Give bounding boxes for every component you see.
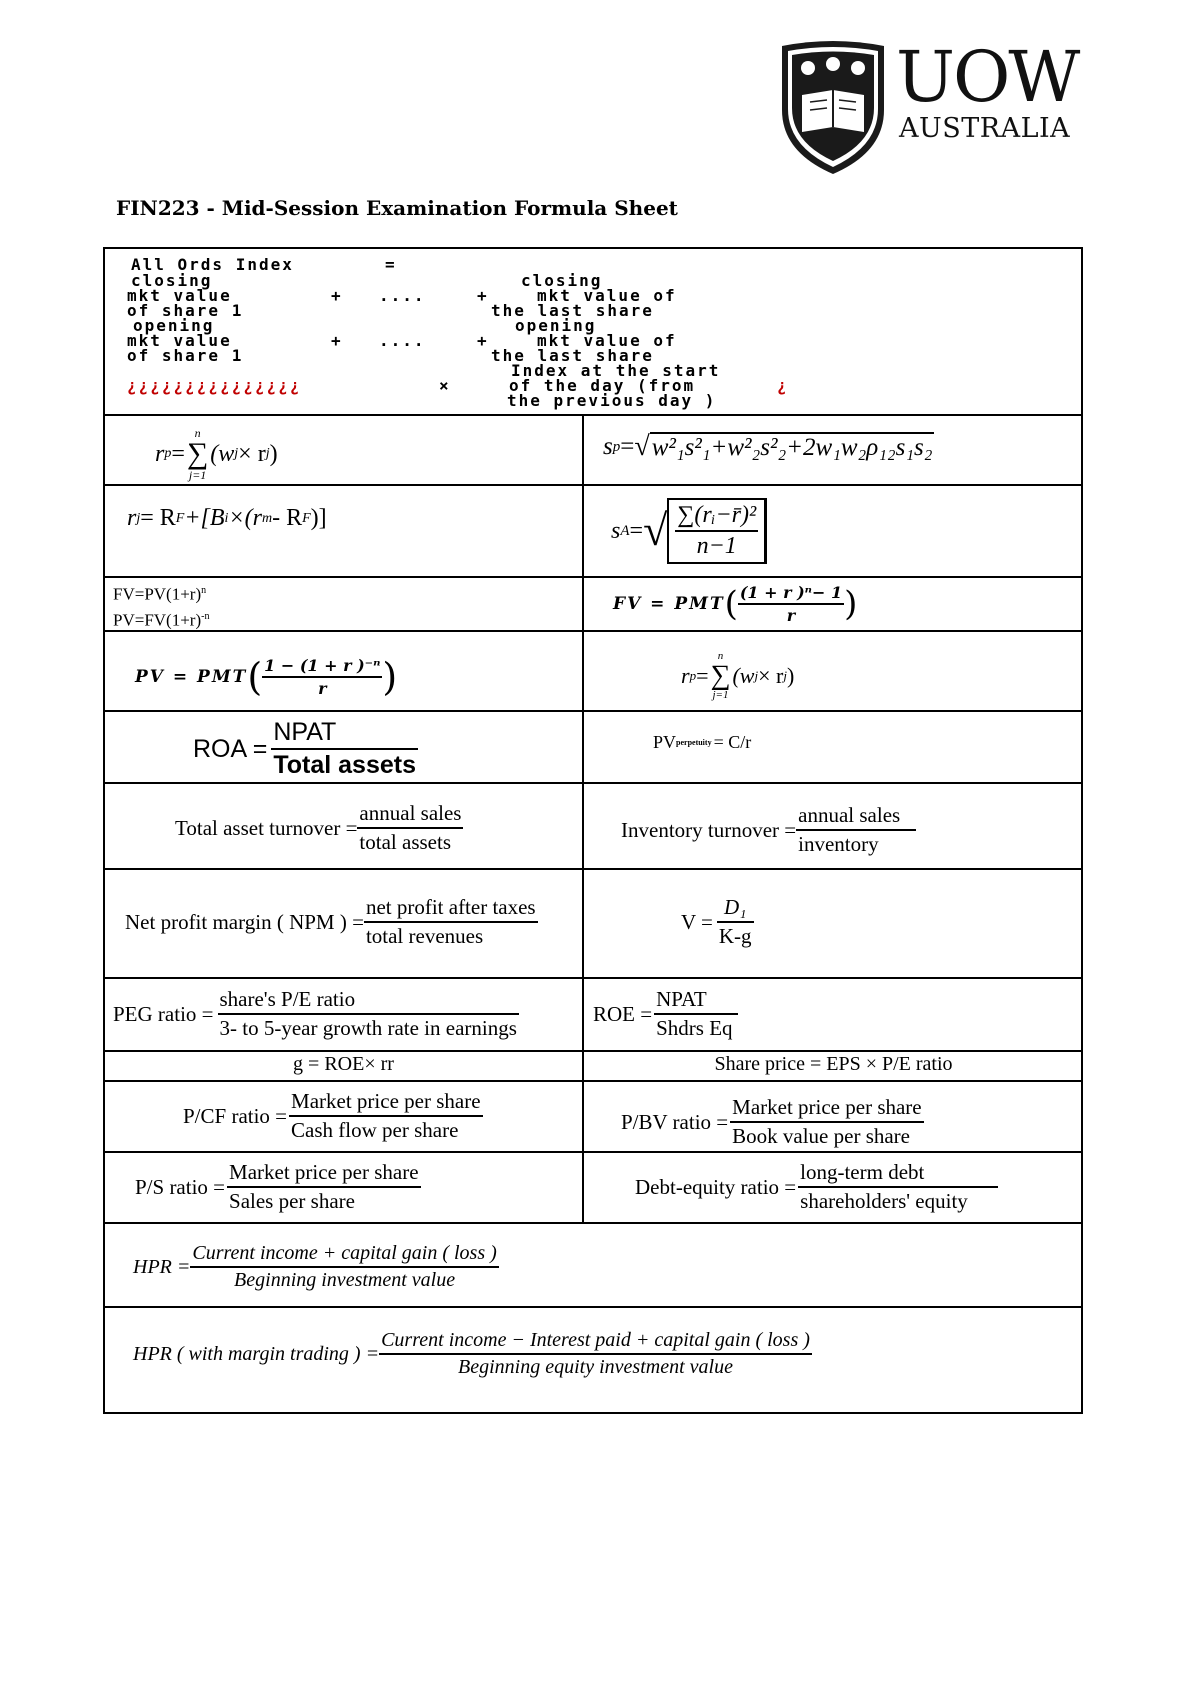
index-text: mkt value of (537, 286, 677, 305)
fraction-denominator: total assets (359, 830, 451, 854)
pv-perpetuity-formula (653, 732, 1053, 772)
fv-annuity-formula: FV = PMT ( $\frac{\text{(1 + r )ⁿ− 1}}{r}$ ) (613, 583, 858, 625)
formula-text: Total asset turnover = (175, 815, 358, 840)
formula-text: ROA = (193, 734, 268, 763)
formula-text: n (194, 426, 201, 440)
fraction-denominator: r (786, 606, 796, 625)
formula-text: Inventory turnover = (621, 817, 797, 842)
formula-text: ) (786, 663, 795, 688)
sample-stdev-formula: s A = √ $\frac{\text{∑(rᵢ−r̄)²}}{n-1}$ (611, 491, 1071, 575)
formula-text: = R (140, 505, 176, 531)
index-text: of the day (from (509, 376, 696, 395)
index-title: All Ords Index (131, 255, 294, 274)
index-text: mkt value (127, 331, 232, 350)
formula-text: ) (269, 440, 278, 467)
fraction-denominator: n−1 (696, 533, 737, 559)
formula-text: p (689, 668, 697, 683)
fraction-numerator: annual sales (796, 803, 916, 831)
formula-text: m (261, 510, 273, 526)
share-price-formula (584, 1053, 1083, 1079)
formula-text: PV (653, 732, 677, 752)
index-text: opening (133, 316, 215, 335)
index-text: the previous day ) (507, 391, 717, 410)
fraction-numerator: Market price per share (289, 1089, 482, 1117)
fraction-denominator: K-g (718, 924, 752, 948)
fraction-denominator: Shdrs Eq (656, 1016, 733, 1040)
formula-text: j=1 (712, 689, 729, 701)
index-text: + (477, 286, 489, 305)
roa-formula (193, 718, 573, 782)
row-divider (105, 868, 1081, 870)
fraction-numerator: NPAT (271, 718, 418, 750)
page-title: FIN223 - Mid-Session Examination Formula Sheet (116, 196, 678, 220)
index-text: the last share (491, 346, 654, 365)
fraction-numerator: annual sales (357, 801, 463, 829)
row-divider (105, 576, 1081, 578)
formula-text: = (620, 433, 635, 460)
formula-text: j=1 (188, 468, 207, 482)
row-divider (105, 414, 1081, 416)
hpr-margin-formula (133, 1319, 1063, 1399)
formula-text: s (611, 517, 621, 544)
formula-text: HPR ( with margin trading ) = (133, 1342, 380, 1365)
formula-text: j (265, 446, 270, 461)
formula-table (103, 247, 1083, 1414)
formula-text: Share price = EPS × P/E ratio (714, 1053, 953, 1075)
pv-annuity-formula: PV = PMT ( $\frac{\text{1 − (1 + r )⁻ⁿ}}{r}$ ) (135, 655, 398, 699)
fv-pv-formulas (113, 580, 573, 628)
fraction-numerator: NPAT (654, 987, 738, 1015)
row-divider (105, 484, 1081, 486)
formula-text: F (175, 510, 185, 526)
fraction-numerator: Market price per share (227, 1160, 420, 1188)
index-text: .... (379, 286, 426, 305)
formula-text: Debt-equity ratio = (635, 1174, 797, 1199)
portfolio-stdev-formula: s p = √ w²₁s²₁+w²₂s²₂+2w₁w₂ρ₁₂s₁s₂ (603, 431, 933, 462)
fraction-numerator: Market price per share (730, 1095, 923, 1123)
row-divider (105, 1222, 1081, 1224)
formula-text: PEG ratio = (113, 1001, 214, 1026)
dividend-discount-formula (681, 889, 981, 959)
row-divider (105, 710, 1081, 712)
index-text: .... (379, 331, 426, 350)
formula-text: r (155, 440, 165, 467)
fraction-numerator: net profit after taxes (364, 895, 538, 923)
formula-text: -n (201, 610, 210, 622)
price-book-value-formula (621, 1089, 1071, 1151)
index-text: Index at the start (511, 361, 721, 380)
formula-text: r (127, 505, 137, 531)
formula-text: FV = PMT (613, 594, 725, 614)
fraction-denominator: Book value per share (732, 1124, 910, 1148)
formula-text: × r (238, 440, 266, 467)
logo-word-australia: AUSTRALIA (899, 113, 1071, 144)
portfolio-return-formula (155, 427, 575, 483)
row-divider (105, 1151, 1081, 1153)
formula-text: ROE = (593, 1001, 653, 1026)
fraction-numerator: Current income + capital gain ( loss ) (190, 1242, 498, 1268)
formula-text: +[B (184, 505, 225, 531)
fraction-numerator: D₁ (717, 895, 754, 923)
index-text: closing (521, 271, 603, 290)
formula-text: Net profit margin ( NPM ) = (125, 909, 364, 934)
formula-text: = (629, 517, 644, 544)
formula-text: PV = PMT (135, 667, 248, 687)
fraction-denominator: r (318, 679, 327, 698)
formula-text: FV=PV(1+r) (113, 584, 202, 604)
row-divider (105, 1080, 1081, 1082)
sum-symbol: n ∑ j=1 (186, 426, 209, 482)
formula-text: s (603, 433, 613, 460)
formula-text: p (164, 446, 172, 461)
formula-text: = C/r (713, 732, 752, 752)
formula-text: P/CF ratio = (183, 1103, 288, 1128)
index-garbled-text: ¿ (777, 376, 789, 395)
row-divider (105, 1050, 1081, 1052)
price-cash-flow-formula (183, 1083, 583, 1149)
index-text: of share 1 (127, 346, 244, 365)
formula-text: n (201, 585, 207, 596)
row-divider (105, 1306, 1081, 1308)
index-text: + (331, 331, 343, 350)
formula-text: = (696, 663, 709, 688)
formula-text: j (234, 446, 239, 461)
fraction-numerator: share's P/E ratio (218, 987, 519, 1015)
uow-logo (778, 36, 1098, 175)
formula-text: = (171, 440, 185, 467)
formula-text: r (681, 663, 690, 688)
formula-text: w²₁s²₁+w²₂s²₂+2w₁w₂ρ₁₂s₁s₂ (651, 434, 933, 461)
hpr-formula (133, 1234, 1033, 1304)
fraction-denominator: inventory (798, 832, 879, 856)
formula-text: n (717, 650, 724, 662)
index-text: of share 1 (127, 301, 244, 320)
index-text: + (477, 331, 489, 350)
portfolio-return-formula-2 (681, 645, 1061, 707)
formula-text: V = (681, 909, 713, 934)
formula-text: - R (272, 505, 303, 531)
fraction-numerator: ∑(rᵢ−r̄)² (675, 502, 758, 532)
row-divider (105, 782, 1081, 784)
net-profit-margin-formula (125, 889, 580, 959)
formula-text: HPR = (133, 1255, 191, 1278)
index-text: the last share (491, 301, 654, 320)
fraction-numerator: long-term debt (798, 1160, 998, 1188)
fraction-numerator: Current income − Interest paid + capital gain ( loss ) (379, 1329, 812, 1355)
formula-text: ×(r (228, 505, 262, 531)
formula-text: j (783, 668, 787, 683)
total-asset-turnover-formula (175, 795, 575, 865)
formula-text: (w (210, 440, 235, 467)
formula-text: j (136, 510, 141, 526)
capm-formula (127, 505, 577, 545)
index-equals: = (385, 255, 397, 274)
formula-text: × r (758, 663, 784, 688)
fraction-denominator: total revenues (365, 924, 484, 948)
price-sales-formula (135, 1154, 575, 1220)
formula-text: i (224, 510, 229, 526)
sum-symbol: n ∑ j=1 (710, 650, 731, 701)
roe-formula (593, 981, 893, 1049)
formula-text: g = ROE× rr (293, 1053, 394, 1075)
formula-text: p (612, 438, 621, 455)
index-text: + (331, 286, 343, 305)
index-text: mkt value (127, 286, 232, 305)
formula-text: P/S ratio = (135, 1174, 226, 1199)
uow-crest-icon (778, 40, 888, 175)
formula-text: j (754, 668, 759, 683)
formula-text: F (302, 510, 311, 526)
fraction-denominator: Total assets (273, 751, 416, 779)
index-garbled-text: ¿¿¿¿¿¿¿¿¿¿¿¿¿¿¿ (127, 376, 302, 395)
logo-word-uow: UOW (896, 36, 1079, 118)
formula-text: (w (732, 663, 755, 688)
fraction-numerator: (1 + r )ⁿ− 1 (738, 583, 844, 605)
formula-text: perpetuity (676, 738, 712, 747)
index-text: opening (515, 316, 597, 335)
row-divider (105, 977, 1081, 979)
formula-text: A (620, 522, 630, 539)
formula-text: P/BV ratio = (621, 1109, 729, 1134)
fraction-denominator: Beginning investment value (234, 1269, 456, 1291)
inventory-turnover-formula (621, 797, 1071, 867)
fraction-numerator: 1 − (1 + r )⁻ⁿ (262, 656, 382, 678)
index-text: closing (131, 271, 213, 290)
formula-text: PV=FV(1+r) (113, 610, 202, 630)
fraction-denominator: Beginning equity investment value (458, 1356, 733, 1378)
growth-rate-formula (105, 1053, 582, 1079)
fraction-denominator: 3- to 5-year growth rate in earnings (219, 1016, 517, 1040)
debt-equity-formula (635, 1154, 1075, 1220)
index-text: mkt value of (537, 331, 677, 350)
peg-ratio-formula (113, 981, 583, 1049)
fraction-denominator: shareholders' equity (800, 1189, 968, 1213)
formula-text: )] (310, 505, 327, 531)
index-text: × (439, 376, 451, 395)
fraction-denominator: Sales per share (229, 1189, 355, 1213)
fraction-denominator: Cash flow per share (291, 1118, 459, 1142)
